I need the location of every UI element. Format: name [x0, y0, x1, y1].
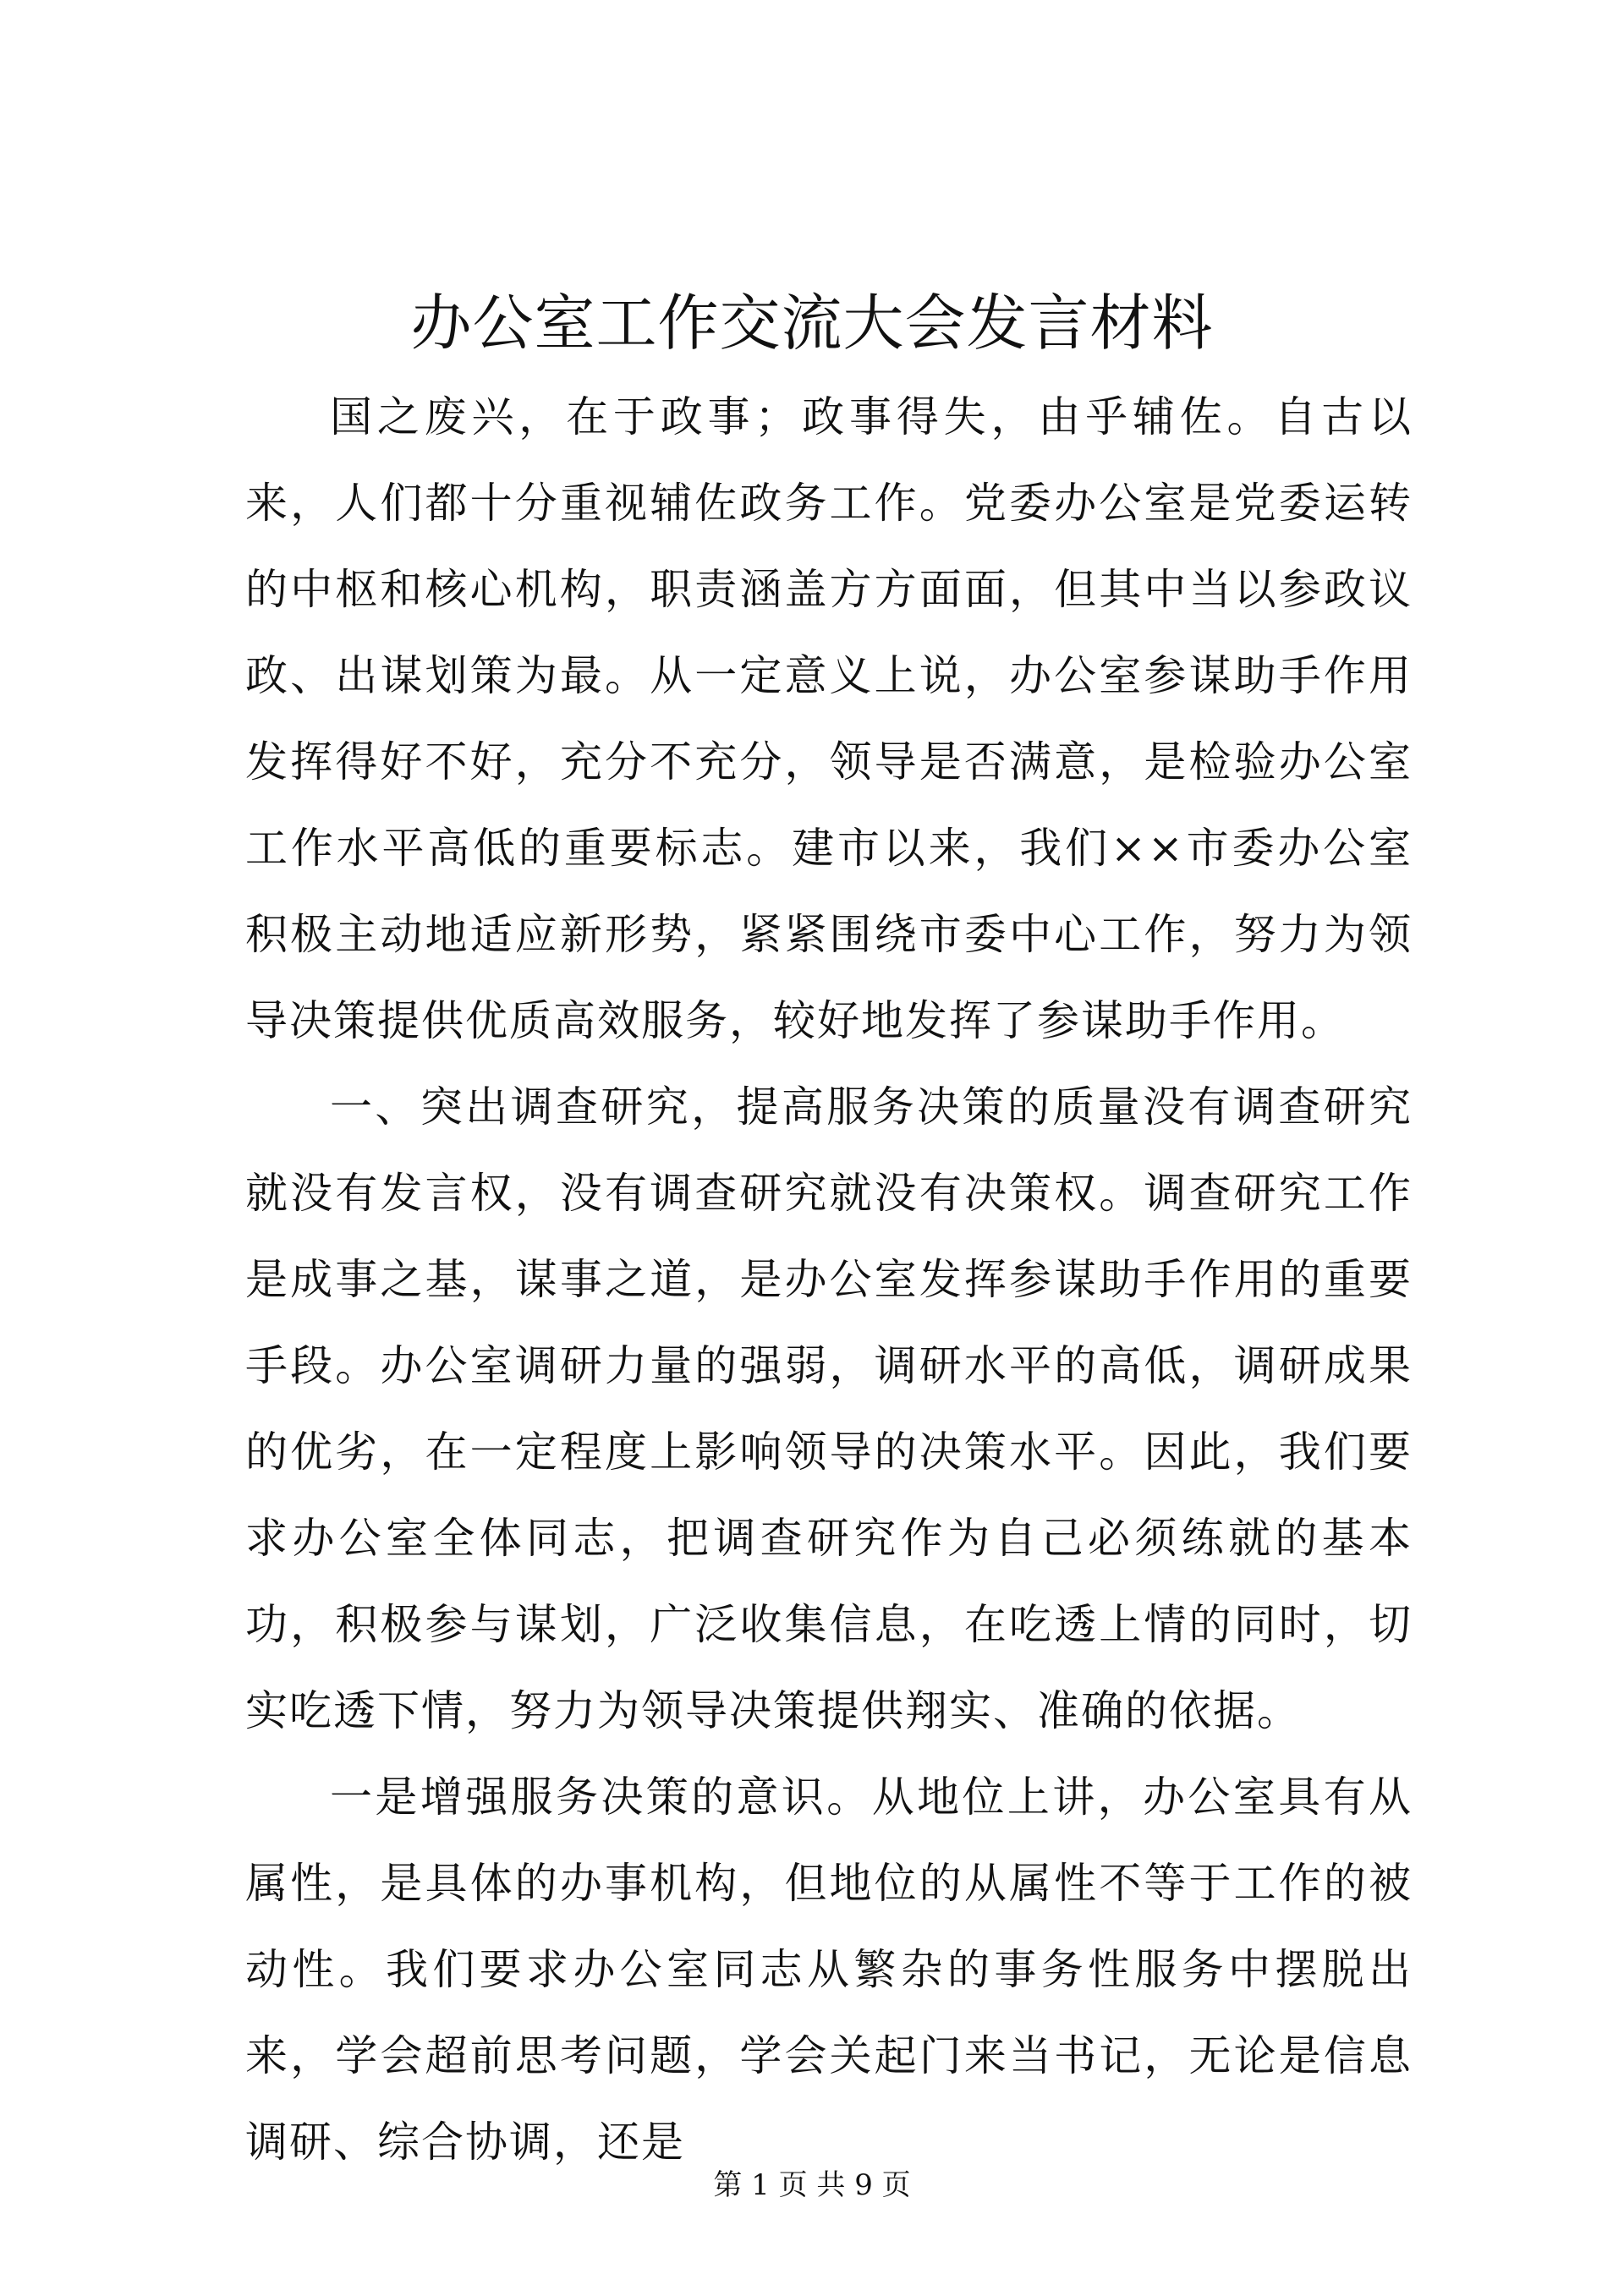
paragraph-3: 一是增强服务决策的意识。从地位上讲，办公室具有从属性，是具体的办事机构，但地位的从属性不等于工作的被动性。我们要求办公室同志从繁杂的事务性服务中摆脱出来，学会超前思考问题，学会关起门来当书记，无论是信息调研、综合协调，还是: [245, 1773, 1413, 2167]
document-body: [245, 374, 1413, 2185]
page-number-footer: 第 1 页 共 9 页: [713, 2168, 911, 2202]
paragraph-1: 国之废兴，在于政事；政事得失，由乎辅佐。自古以来，人们都十分重视辅佐政务工作。党委办公室是党委运转的中枢和核心机构，职责涵盖方方面面，但其中当以参政议政、出谋划策为最。从一定意义上说，办公室参谋助手作用发挥得好不好，充分不充分，领导是否满意，是检验办公室工作水平高低的重要标志。建市以来，我们××市委办公室积极主动地适应新形势，紧紧围绕市委中心工作，努力为领导决策提供优质高效服务，较好地发挥了参谋助手作用。: [245, 392, 1413, 1045]
document-title: 办公室工作交流大会发言材料: [410, 288, 1214, 359]
paragraph-2: 一、突出调查研究，提高服务决策的质量没有调查研究就没有发言权，没有调查研究就没有决策权。调查研究工作是成事之基，谋事之道，是办公室发挥参谋助手作用的重要手段。办公室调研力量的强弱，调研水平的高低，调研成果的优劣，在一定程度上影响领导的决策水平。因此，我们要求办公室全体同志，把调查研究作为自己必须练就的基本功，积极参与谋划，广泛收集信息，在吃透上情的同时，切实吃透下情，努力为领导决策提供翔实、准确的依据。: [245, 1082, 1413, 1735]
